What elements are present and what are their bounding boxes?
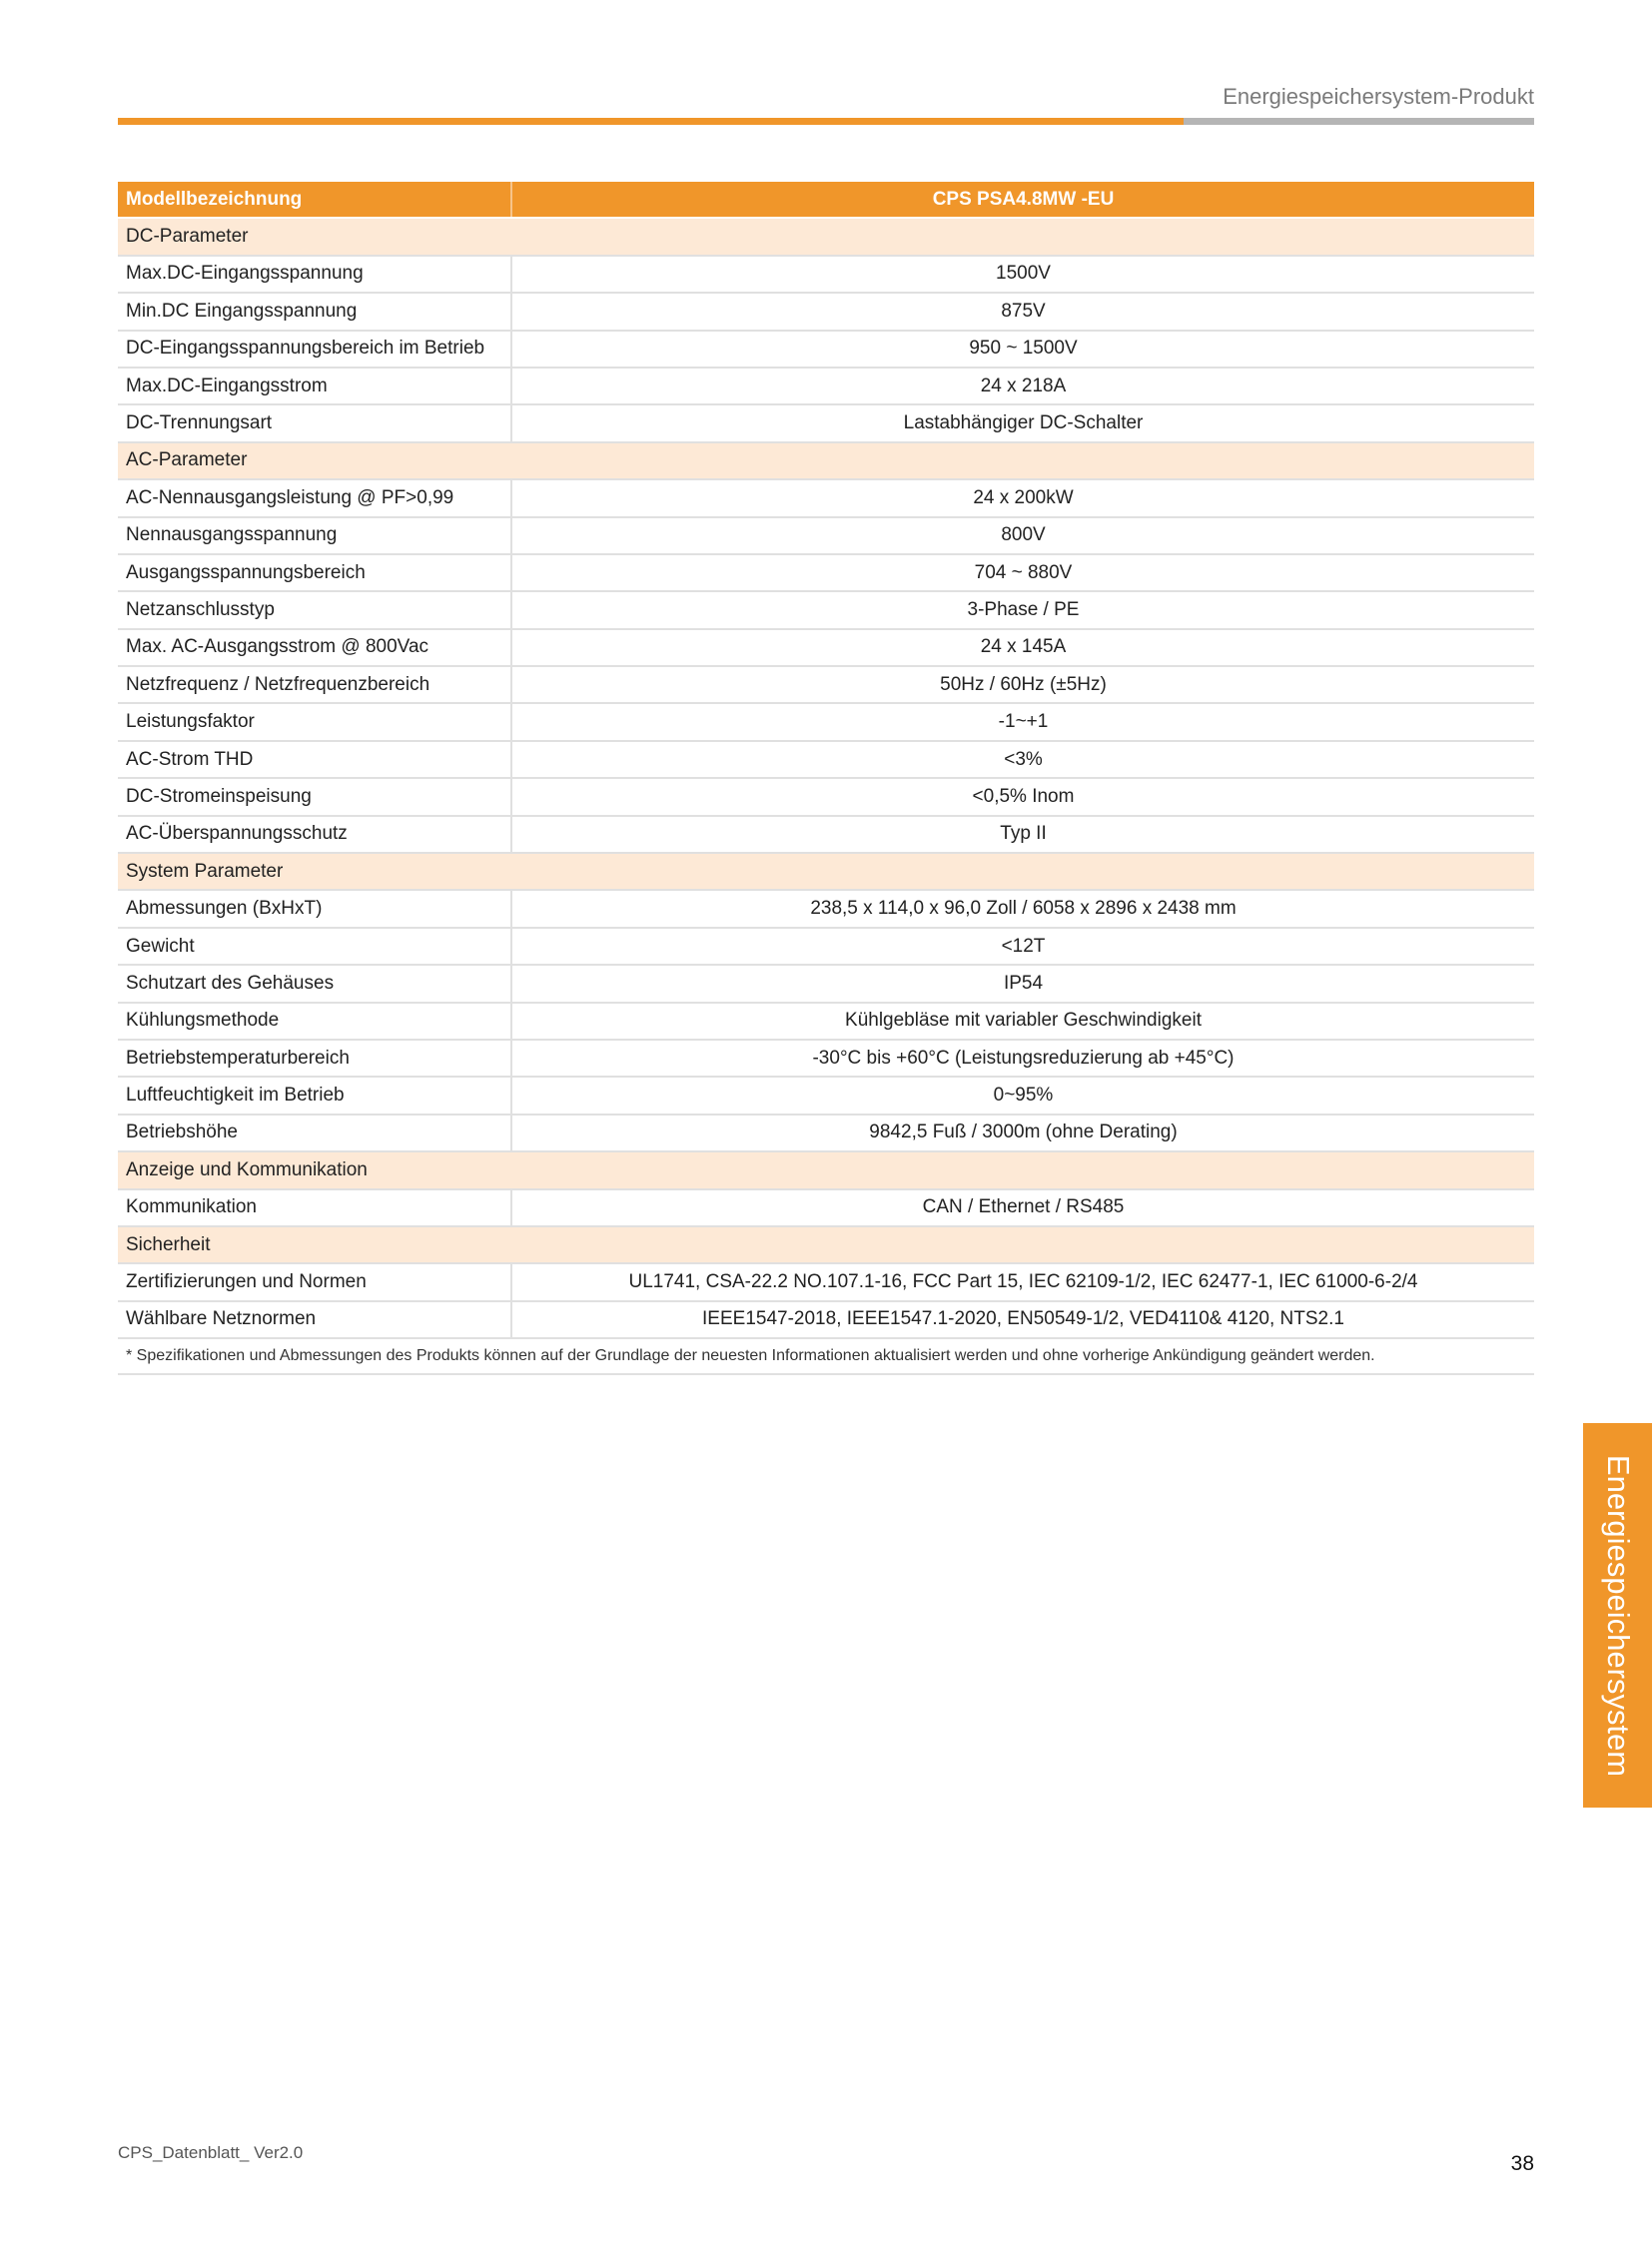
table-row xyxy=(118,928,1534,965)
table-row xyxy=(118,1189,1534,1226)
table-row xyxy=(118,554,1534,591)
table-header-label: Modellbezeichnung xyxy=(118,182,511,218)
parameter-value: Lastabhängiger DC-Schalter xyxy=(511,404,1534,441)
table-row xyxy=(118,629,1534,666)
table-row xyxy=(118,479,1534,516)
section-header-label: DC-Parameter xyxy=(118,218,1534,255)
parameter-label: DC-Trennungsart xyxy=(118,404,511,441)
table-row xyxy=(118,703,1534,740)
parameter-value: 9842,5 Fuß / 3000m (ohne Derating) xyxy=(511,1115,1534,1151)
parameter-value: 24 x 218A xyxy=(511,368,1534,404)
parameter-value: -30°C bis +60°C (Leistungsreduzierung ab +45°C) xyxy=(511,1040,1534,1077)
parameter-value: 704 ~ 880V xyxy=(511,554,1534,591)
parameter-label: Wählbare Netznormen xyxy=(118,1301,511,1338)
side-chapter-label: Energiespeichersystem xyxy=(1600,1454,1636,1777)
section-header-row xyxy=(118,442,1534,479)
table-row xyxy=(118,890,1534,927)
table-row xyxy=(118,778,1534,815)
table-footnote: * Spezifikationen und Abmessungen des Produkts können auf der Grundlage der neuesten Informationen aktualisiert werden und ohne vorherige Ankündigung geändert werden. xyxy=(118,1338,1534,1374)
parameter-label: Betriebstemperaturbereich xyxy=(118,1040,511,1077)
parameter-label: Betriebshöhe xyxy=(118,1115,511,1151)
parameter-label: Max. AC-Ausgangsstrom @ 800Vac xyxy=(118,629,511,666)
table-row xyxy=(118,517,1534,554)
parameter-label: AC-Strom THD xyxy=(118,741,511,778)
table-row xyxy=(118,1003,1534,1040)
table-row xyxy=(118,591,1534,628)
parameter-value: 24 x 200kW xyxy=(511,479,1534,516)
parameter-label: Nennausgangsspannung xyxy=(118,517,511,554)
parameter-value: 875V xyxy=(511,293,1534,330)
table-row xyxy=(118,1115,1534,1151)
parameter-label: Kühlungsmethode xyxy=(118,1003,511,1040)
footnote-row xyxy=(118,1338,1534,1374)
parameter-value: 3-Phase / PE xyxy=(511,591,1534,628)
table-row xyxy=(118,256,1534,293)
parameter-label: Max.DC-Eingangsstrom xyxy=(118,368,511,404)
parameter-label: Ausgangsspannungsbereich xyxy=(118,554,511,591)
table-row xyxy=(118,1077,1534,1114)
header-divider-grey xyxy=(1184,118,1534,125)
parameter-label: Kommunikation xyxy=(118,1189,511,1226)
parameter-value: UL1741, CSA-22.2 NO.107.1-16, FCC Part 15, IEC 62109-1/2, IEC 62477-1, IEC 61000-6-2/4 xyxy=(511,1263,1534,1300)
table-row xyxy=(118,1040,1534,1077)
section-header-row xyxy=(118,1151,1534,1188)
table-row xyxy=(118,368,1534,404)
parameter-label: Luftfeuchtigkeit im Betrieb xyxy=(118,1077,511,1114)
parameter-value: IEEE1547-2018, IEEE1547.1-2020, EN50549-1/2, VED4110& 4120, NTS2.1 xyxy=(511,1301,1534,1338)
parameter-value: 0~95% xyxy=(511,1077,1534,1114)
table-row xyxy=(118,1301,1534,1338)
parameter-value: -1~+1 xyxy=(511,703,1534,740)
table-row xyxy=(118,816,1534,853)
parameter-label: Netzfrequenz / Netzfrequenzbereich xyxy=(118,666,511,703)
table-row xyxy=(118,741,1534,778)
section-header-row xyxy=(118,1226,1534,1263)
parameter-value: 800V xyxy=(511,517,1534,554)
parameter-value: CAN / Ethernet / RS485 xyxy=(511,1189,1534,1226)
parameter-value: 950 ~ 1500V xyxy=(511,331,1534,368)
table-header-model: CPS PSA4.8MW -EU xyxy=(511,182,1534,218)
parameter-label: AC-Überspannungsschutz xyxy=(118,816,511,853)
parameter-label: Min.DC Eingangsspannung xyxy=(118,293,511,330)
parameter-value: Typ II xyxy=(511,816,1534,853)
parameter-label: DC-Stromeinspeisung xyxy=(118,778,511,815)
parameter-value: 24 x 145A xyxy=(511,629,1534,666)
parameter-label: Gewicht xyxy=(118,928,511,965)
parameter-value: 238,5 x 114,0 x 96,0 Zoll / 6058 x 2896 x 2438 mm xyxy=(511,890,1534,927)
specification-table xyxy=(118,182,1534,1375)
parameter-value: <0,5% Inom xyxy=(511,778,1534,815)
header-divider-orange xyxy=(118,118,1184,125)
header-divider-bar xyxy=(118,118,1534,125)
table-row xyxy=(118,666,1534,703)
parameter-value: <3% xyxy=(511,741,1534,778)
parameter-label: Leistungsfaktor xyxy=(118,703,511,740)
parameter-value: <12T xyxy=(511,928,1534,965)
section-header-row xyxy=(118,853,1534,890)
section-header-row xyxy=(118,218,1534,255)
parameter-label: Abmessungen (BxHxT) xyxy=(118,890,511,927)
side-chapter-tab xyxy=(1583,1423,1652,1808)
footer-doc-version: CPS_Datenblatt_ Ver2.0 xyxy=(118,2143,304,2162)
parameter-value: 1500V xyxy=(511,256,1534,293)
table-header-row xyxy=(118,182,1534,218)
section-header-label: Anzeige und Kommunikation xyxy=(118,1151,1534,1188)
page-header-title: Energiespeichersystem-Produkt xyxy=(1223,84,1534,109)
section-header-label: AC-Parameter xyxy=(118,442,1534,479)
parameter-label: Netzanschlusstyp xyxy=(118,591,511,628)
section-header-label: Sicherheit xyxy=(118,1226,1534,1263)
parameter-label: AC-Nennausgangsleistung @ PF>0,99 xyxy=(118,479,511,516)
parameter-value: IP54 xyxy=(511,965,1534,1002)
table-row xyxy=(118,965,1534,1002)
table-row xyxy=(118,293,1534,330)
section-header-label: System Parameter xyxy=(118,853,1534,890)
table-row xyxy=(118,404,1534,441)
page-number: 38 xyxy=(1510,2152,1534,2175)
parameter-label: Schutzart des Gehäuses xyxy=(118,965,511,1002)
table-row xyxy=(118,1263,1534,1300)
parameter-value: 50Hz / 60Hz (±5Hz) xyxy=(511,666,1534,703)
table-row xyxy=(118,331,1534,368)
parameter-label: DC-Eingangsspannungsbereich im Betrieb xyxy=(118,331,511,368)
parameter-label: Max.DC-Eingangsspannung xyxy=(118,256,511,293)
parameter-value: Kühlgebläse mit variabler Geschwindigkeit xyxy=(511,1003,1534,1040)
parameter-label: Zertifizierungen und Normen xyxy=(118,1263,511,1300)
